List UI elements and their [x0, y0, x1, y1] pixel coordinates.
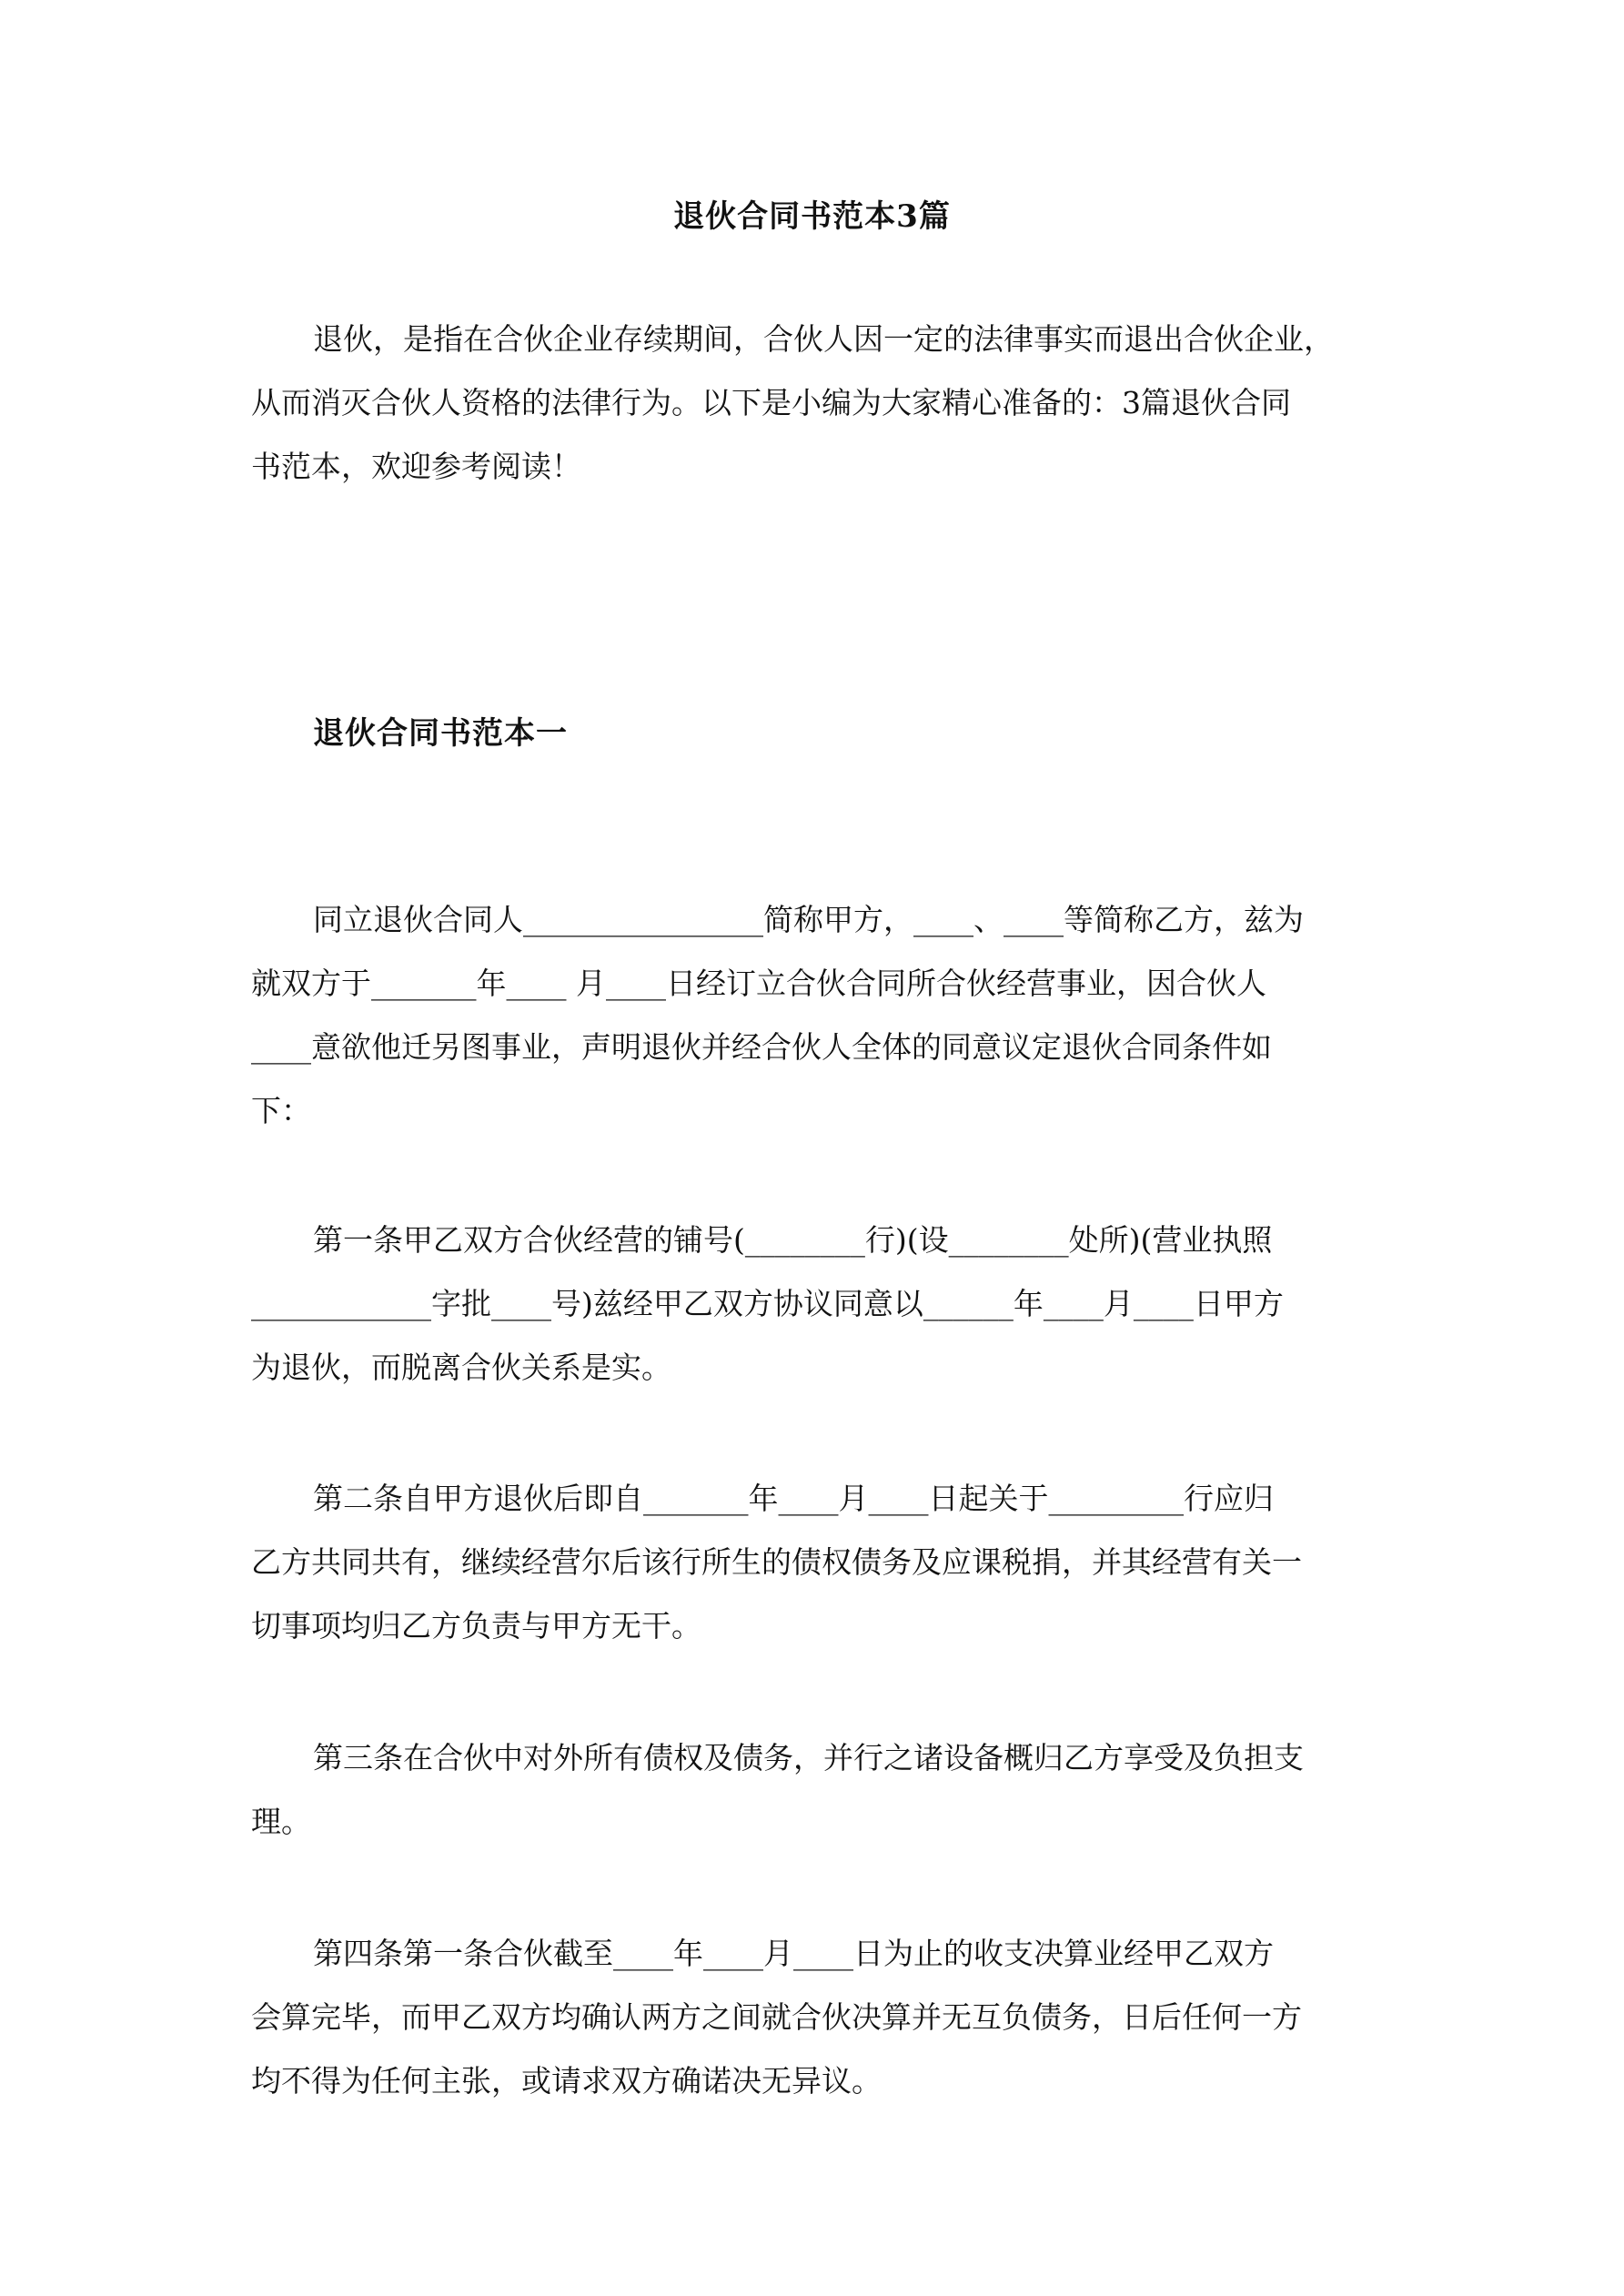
intro-paragraph — [251, 308, 1381, 499]
paragraph-line: 为退伙，而脱离合伙关系是实。 — [251, 1350, 671, 1385]
preamble-paragraph — [251, 888, 1381, 1143]
section-heading: 退伙合同书范本一 — [313, 715, 568, 752]
paragraph-line: 第四条第一条合伙截至____年____月____日为止的收支决算业经甲乙双方 — [313, 1936, 1274, 1971]
article-3-paragraph — [251, 1726, 1381, 1854]
article-2-paragraph — [251, 1467, 1381, 1658]
paragraph-line: 从而消灭合伙人资格的法律行为。以下是小编为大家精心准备的：3篇退伙合同 — [251, 385, 1291, 420]
paragraph-line: 同立退伙合同人________________简称甲方，____、____等简称乙方，兹为 — [313, 902, 1304, 937]
paragraph-line: 下： — [251, 1093, 311, 1128]
paragraph-line: ____________字批____号)兹经甲乙双方协议同意以______年____月____日甲方 — [251, 1286, 1284, 1321]
paragraph-line: 退伙，是指在合伙企业存续期间，合伙人因一定的法律事实而退出合伙企业， — [313, 321, 1334, 357]
paragraph-line: 均不得为任何主张，或请求双方确诺决无异议。 — [251, 2063, 882, 2099]
article-4-paragraph — [251, 1922, 1381, 2113]
paragraph-line: 会算完毕，而甲乙双方均确认两方之间就合伙决算并无互负债务，日后任何一方 — [251, 1999, 1302, 2035]
article-1-paragraph — [251, 1209, 1381, 1400]
paragraph-line: 切事项均归乙方负责与甲方无干。 — [251, 1608, 701, 1644]
document-title: 退伙合同书范本3篇 — [673, 198, 951, 235]
paragraph-line: 第二条自甲方退伙后即自_______年____月____日起关于_________行应归 — [313, 1481, 1274, 1516]
paragraph-line: 就双方于_______年____ 月____日经订立合伙合同所合伙经营事业，因合伙人 — [251, 966, 1266, 1001]
paragraph-line: 第三条在合伙中对外所有债权及债务，并行之诸设备概归乙方享受及负担支 — [313, 1740, 1304, 1775]
paragraph-line: 第一条甲乙双方合伙经营的铺号(________行)(设________处所)(营业执照 — [313, 1222, 1273, 1258]
paragraph-line: 乙方共同共有，继续经营尔后该行所生的债权债务及应课税捐，并其经营有关一 — [251, 1544, 1302, 1580]
paragraph-line: ____意欲他迁另图事业，声明退伙并经合伙人全体的同意议定退伙合同条件如 — [251, 1029, 1272, 1065]
paragraph-line: 书范本，欢迎参考阅读！ — [251, 449, 581, 484]
paragraph-line: 理。 — [251, 1804, 311, 1839]
